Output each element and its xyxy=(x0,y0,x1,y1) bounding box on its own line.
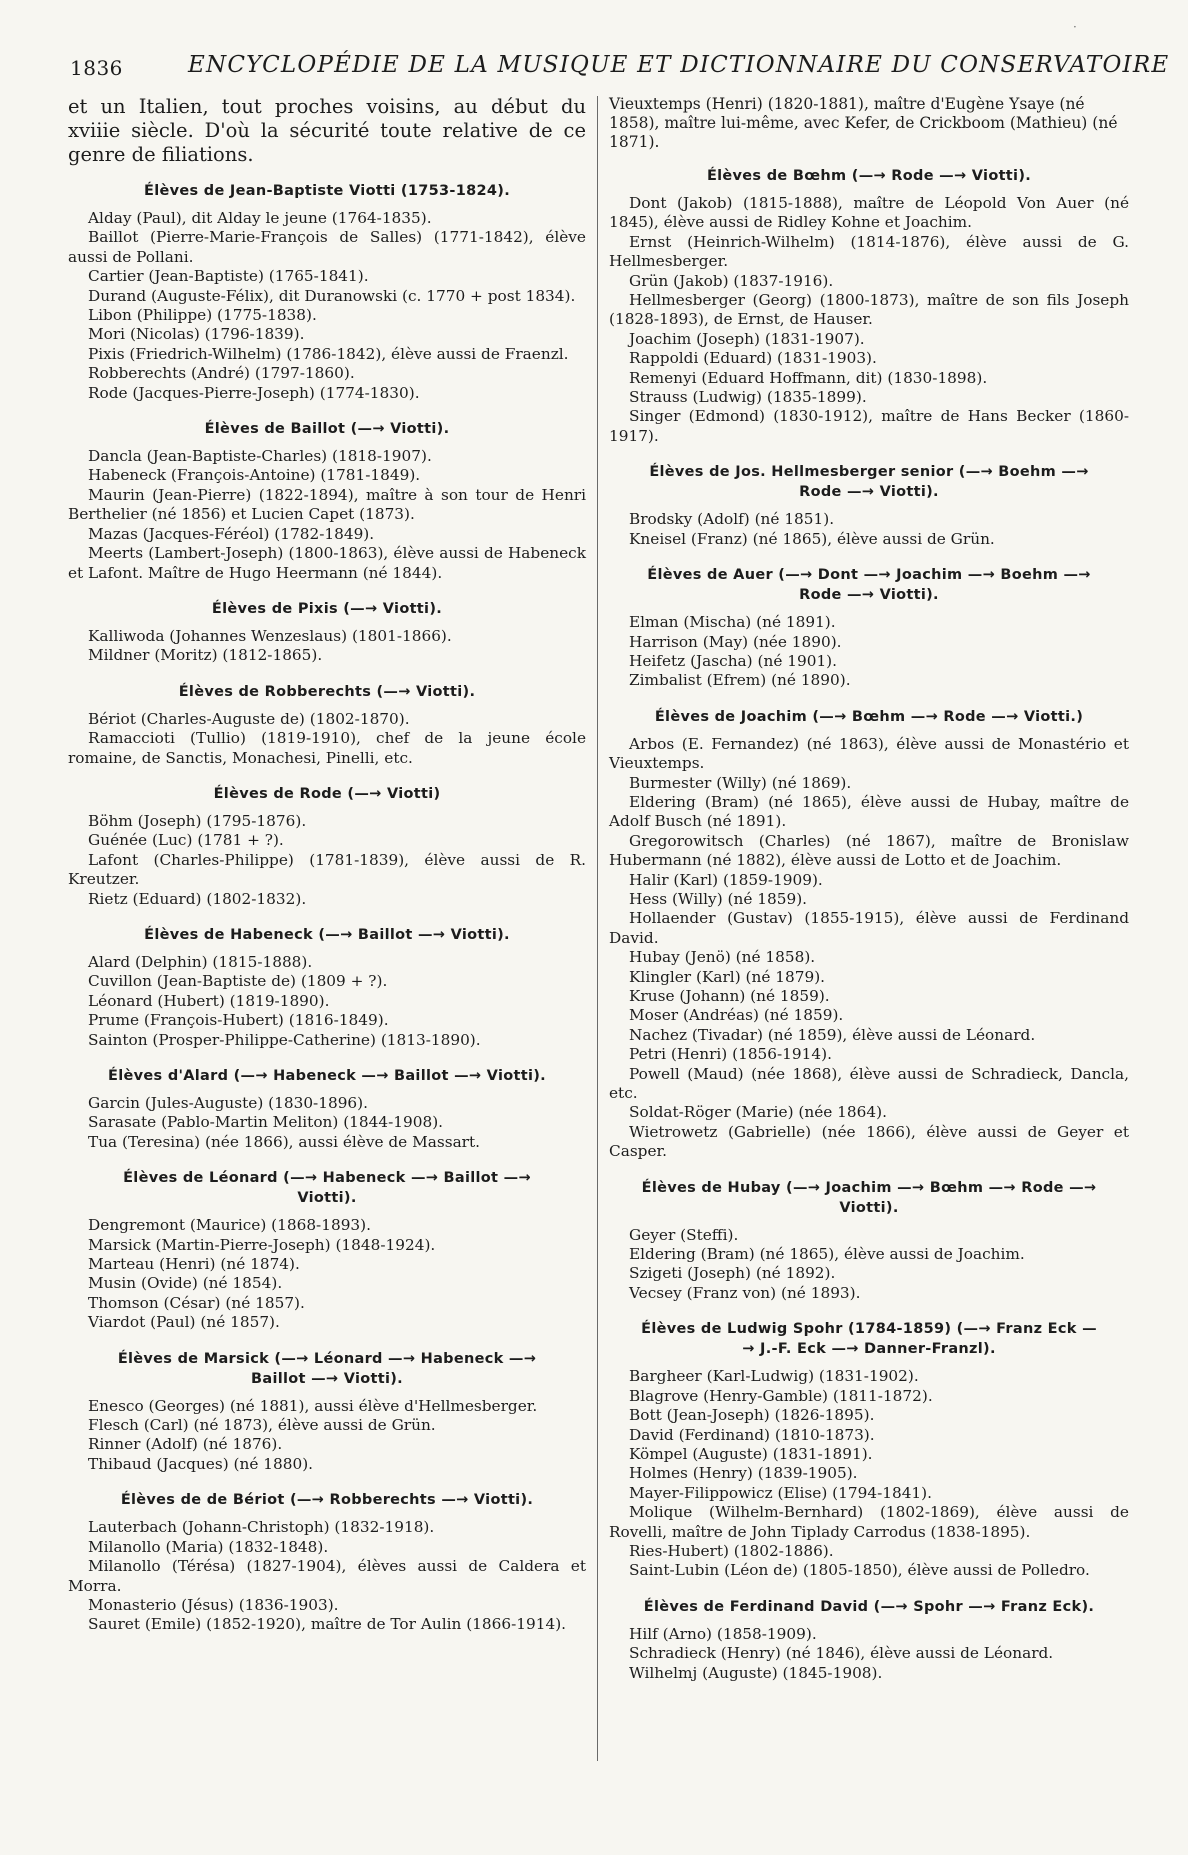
pupil-entry: Zimbalist (Efrem) (né 1890). xyxy=(629,671,851,690)
pupil-section xyxy=(68,682,586,768)
pupil-entry: Mori (Nicolas) (1796-1839). xyxy=(88,325,305,344)
pupil-entry: Ramaccioti (Tullio) (1819-1910), chef de la jeune école romaine, de Sanctis, Monachesi, Pinelli, etc. xyxy=(68,729,586,767)
section-heading: Élèves de Pixis (—→ Viotti). xyxy=(211,600,443,617)
pupil-entry: Hilf (Arno) (1858-1909). xyxy=(629,1624,817,1643)
pupil-entry: Tua (Teresina) (née 1866), aussi élève de Massart. xyxy=(88,1132,481,1151)
pupil-entry: Hollaender (Gustav) (1855-1915), élève aussi de Ferdinand David. xyxy=(609,909,1129,947)
pupil-entry: Eldering (Bram) (né 1865), élève aussi de Joachim. xyxy=(629,1245,1025,1264)
pupil-entry: Cuvillon (Jean-Baptiste de) (1809 + ?). xyxy=(88,972,388,991)
pupil-entry: Grün (Jakob) (1837-1916). xyxy=(629,271,834,290)
pupil-entry: Hubay (Jenö) (né 1858). xyxy=(629,948,816,967)
pupil-section xyxy=(68,925,586,1050)
section-heading: Élèves de Hubay (—→ Joachim —→ Bœhm —→ Rode —→ Viotti). xyxy=(641,1179,1097,1216)
pupil-section xyxy=(68,784,586,909)
pupil-section xyxy=(609,1178,1129,1304)
pupil-entry: Thibaud (Jacques) (né 1880). xyxy=(88,1454,314,1473)
pupil-entry: Garcin (Jules-Auguste) (1830-1896). xyxy=(88,1094,368,1112)
pupil-entry: Molique (Wilhelm-Bernhard) (1802-1869), élève aussi de Rovelli, maître de John Tiplady Carrodus (1838-1895). xyxy=(609,1503,1129,1541)
pupil-entry: Mayer-Filippowicz (Elise) (1794-1841). xyxy=(629,1483,932,1502)
pupil-entry: Ries-Hubert) (1802-1886). xyxy=(629,1541,834,1560)
pupil-entry: Dont (Jakob) (1815-1888), maître de Léopold Von Auer (né 1845), élève aussi de Ridley Kohne et Joachim. xyxy=(609,194,1129,232)
pupil-entry: Thomson (César) (né 1857). xyxy=(88,1293,305,1312)
section-heading: Élèves de Marsick (—→ Léonard —→ Habeneck —→ Baillot —→ Viotti). xyxy=(117,1350,537,1387)
pupil-entry: Remenyi (Eduard Hoffmann, dit) (1830-1898). xyxy=(629,368,988,387)
right-column xyxy=(609,95,1129,1699)
left-column xyxy=(68,95,586,1651)
column-divider xyxy=(597,96,598,1761)
pupil-entry: Klingler (Karl) (né 1879). xyxy=(629,967,826,986)
pupil-entry: Alard (Delphin) (1815-1888). xyxy=(88,952,313,971)
pupil-entry: Guénée (Luc) (1781 + ?). xyxy=(88,831,284,850)
pupil-section xyxy=(68,181,586,403)
pupil-section xyxy=(68,599,586,666)
pupil-entry: Mazas (Jacques-Féréol) (1782-1849). xyxy=(88,524,375,543)
section-heading: Élèves de Rode (—→ Viotti) xyxy=(213,785,441,802)
pupil-entry: Meerts (Lambert-Joseph) (1800-1863), élève aussi de Habeneck et Lafont. Maître de Hugo Heermann (né 1844). xyxy=(68,544,586,582)
pupil-entry: Schradieck (Henry) (né 1846), élève aussi de Léonard. xyxy=(629,1644,1054,1663)
section-heading: Élèves de Baillot (—→ Viotti). xyxy=(204,421,450,438)
pupil-entry: Robberechts (André) (1797-1860). xyxy=(88,364,355,383)
pupil-entry: Dengremont (Maurice) (1868-1893). xyxy=(88,1216,371,1235)
pupil-entry: Rode (Jacques-Pierre-Joseph) (1774-1830). xyxy=(88,383,420,402)
pupil-entry: Kalliwoda (Johannes Wenzeslaus) (1801-1866). xyxy=(88,626,452,645)
pupil-entry: Böhm (Joseph) (1795-1876). xyxy=(88,811,307,830)
pupil-entry: Powell (Maud) (née 1868), élève aussi de Schradieck, Dancla, etc. xyxy=(609,1064,1129,1103)
pupil-entry: Lafont (Charles-Philippe) (1781-1839), élève aussi de R. Kreutzer. xyxy=(68,850,586,889)
pupil-entry: Léonard (Hubert) (1819-1890). xyxy=(88,991,330,1010)
pupil-entry: Vecsey (Franz von) (né 1893). xyxy=(629,1283,861,1302)
pupil-entry: Baillot (Pierre-Marie-François de Salles) (1771-1842), élève aussi de Pollani. xyxy=(68,228,586,266)
pupil-entry: Musin (Ovide) (né 1854). xyxy=(88,1274,283,1293)
pupil-entry: Wilhelmj (Auguste) (1845-1908). xyxy=(629,1663,883,1682)
section-heading: Élèves de de Bériot (—→ Robberechts —→ Viotti). xyxy=(120,1492,534,1509)
pupil-entry: Halir (Karl) (1859-1909). xyxy=(629,870,823,889)
pupil-section xyxy=(609,462,1129,549)
pupil-entry: Sarasate (Pablo-Martin Meliton) (1844-1908). xyxy=(88,1113,444,1132)
section-heading: Élèves de Bœhm (—→ Rode —→ Viotti). xyxy=(706,168,1032,184)
pupil-entry: Arbos (E. Fernandez) (né 1863), élève aussi de Monastério et Vieuxtemps. xyxy=(609,734,1129,773)
section-heading: Élèves de Jean-Baptiste Viotti (1753-1824). xyxy=(143,183,511,199)
pupil-entry: Enesco (Georges) (né 1881), aussi élève d'Hellmesberger. xyxy=(88,1396,538,1415)
pupil-entry: Dancla (Jean-Baptiste-Charles) (1818-1907). xyxy=(88,447,432,466)
page-number: 1836 xyxy=(70,56,123,80)
page-speck: · xyxy=(1073,20,1077,34)
pupil-section xyxy=(68,1168,586,1332)
pupil-section xyxy=(609,1597,1129,1683)
intro-paragraph: et un Italien, tout proches voisins, au début du xviiie siècle. D'où la sécurité toute relative de ce genre de filiations. xyxy=(68,95,586,166)
section-heading: Élèves de Jos. Hellmesberger senior (—→ Boehm —→ Rode —→ Viotti). xyxy=(649,464,1089,501)
pupil-section xyxy=(609,166,1129,446)
pupil-entry: Sainton (Prosper-Philippe-Catherine) (1813-1890). xyxy=(88,1030,481,1049)
section-heading: Élèves de Robberechts (—→ Viotti). xyxy=(178,683,476,700)
pupil-section xyxy=(68,419,586,583)
pupil-entry: Marsick (Martin-Pierre-Joseph) (1848-1924). xyxy=(88,1235,436,1254)
pupil-entry: Blagrove (Henry-Gamble) (1811-1872). xyxy=(629,1386,933,1405)
pupil-entry: Milanollo (Térésa) (1827-1904), élèves aussi de Caldera et Morra. xyxy=(68,1557,586,1595)
pupil-entry: Milanollo (Maria) (1832-1848). xyxy=(88,1537,329,1556)
pupil-entry: Joachim (Joseph) (1831-1907). xyxy=(629,329,865,348)
pupil-entry: Wietrowetz (Gabrielle) (née 1866), élève aussi de Geyer et Casper. xyxy=(609,1122,1129,1161)
pupil-entry: Burmester (Willy) (né 1869). xyxy=(629,773,852,792)
pupil-entry: Flesch (Carl) (né 1873), élève aussi de Grün. xyxy=(88,1416,436,1435)
pupil-entry: Viardot (Paul) (né 1857). xyxy=(88,1313,280,1332)
pupil-entry: Geyer (Steffi). xyxy=(629,1225,739,1244)
left-sections xyxy=(68,181,586,1635)
pupil-entry: Heifetz (Jascha) (né 1901). xyxy=(629,651,838,670)
pupil-entry: Petri (Henri) (1856-1914). xyxy=(629,1045,832,1064)
pupil-entry: Strauss (Ludwig) (1835-1899). xyxy=(629,388,867,407)
pupil-section xyxy=(68,1490,586,1634)
pupil-entry: Kruse (Johann) (né 1859). xyxy=(629,987,830,1005)
pupil-entry: Bargheer (Karl-Ludwig) (1831-1902). xyxy=(629,1367,919,1386)
pupil-entry: Kneisel (Franz) (né 1865), élève aussi de Grün. xyxy=(629,529,995,548)
pupil-entry: Singer (Edmond) (1830-1912), maître de Hans Becker (1860-1917). xyxy=(609,407,1129,445)
pupil-entry: David (Ferdinand) (1810-1873). xyxy=(629,1425,875,1444)
pupil-entry: Maurin (Jean-Pierre) (1822-1894), maître à son tour de Henri Berthelier (né 1856) et Lucien Capet (1873). xyxy=(68,485,586,524)
pupil-entry: Durand (Auguste-Félix), dit Duranowski (c. 1770 + post 1834). xyxy=(88,286,576,305)
pupil-section xyxy=(609,1319,1129,1580)
pupil-entry: Eldering (Bram) (né 1865), élève aussi de Hubay, maître de Adolf Busch (né 1891). xyxy=(609,792,1129,831)
pupil-entry: Prume (François-Hubert) (1816-1849). xyxy=(88,1011,389,1030)
pupil-entry: Brodsky (Adolf) (né 1851). xyxy=(629,510,835,529)
pupil-entry: Elman (Mischa) (né 1891). xyxy=(629,613,836,632)
pupil-entry: Bott (Jean-Joseph) (1826-1895). xyxy=(629,1406,875,1425)
pupil-entry: Bériot (Charles-Auguste de) (1802-1870). xyxy=(88,709,410,728)
pupil-entry: Pixis (Friedrich-Wilhelm) (1786-1842), élève aussi de Fraenzl. xyxy=(88,344,569,363)
pupil-entry: Saint-Lubin (Léon de) (1805-1850), élève aussi de Polledro. xyxy=(629,1561,1090,1580)
pupil-entry: Soldat-Röger (Marie) (née 1864). xyxy=(629,1103,887,1122)
pupil-entry: Moser (Andréas) (né 1859). xyxy=(629,1006,844,1025)
section-heading: Élèves de Auer (—→ Dont —→ Joachim —→ Boehm —→ Rode —→ Viotti). xyxy=(647,567,1091,604)
pupil-entry: Holmes (Henry) (1839-1905). xyxy=(629,1464,858,1483)
section-heading: Élèves d'Alard (—→ Habeneck —→ Baillot —→ Viotti). xyxy=(108,1068,546,1084)
section-heading: Élèves de Ferdinand David (—→ Spohr —→ Franz Eck). xyxy=(643,1598,1095,1615)
page-header xyxy=(70,52,1170,82)
pupil-section xyxy=(68,1349,586,1475)
pupil-entry: Cartier (Jean-Baptiste) (1765-1841). xyxy=(88,267,369,286)
pupil-entry: Szigeti (Joseph) (né 1892). xyxy=(629,1264,836,1283)
pupil-entry: Rappoldi (Eduard) (1831-1903). xyxy=(629,349,877,368)
pupil-entry: Marteau (Henri) (né 1874). xyxy=(88,1255,300,1274)
right-sections xyxy=(609,166,1129,1683)
pupil-entry: Nachez (Tivadar) (né 1859), élève aussi de Léonard. xyxy=(629,1025,1036,1044)
pupil-entry: Libon (Philippe) (1775-1838). xyxy=(88,306,317,325)
continued-entry: Vieuxtemps (Henri) (1820-1881), maître d'Eugène Ysaye (né 1858), maître lui-même, avec Kefer, de Crickboom (Mathieu) (né 1871). xyxy=(609,95,1118,151)
pupil-entry: Rietz (Eduard) (1802-1832). xyxy=(88,889,307,908)
pupil-entry: Hellmesberger (Georg) (1800-1873), maître de son fils Joseph (1828-1893), de Ernst, de Hauser. xyxy=(609,291,1129,329)
pupil-entry: Harrison (May) (née 1890). xyxy=(629,632,842,651)
pupil-section xyxy=(609,565,1129,691)
pupil-entry: Rinner (Adolf) (né 1876). xyxy=(88,1435,283,1454)
section-heading: Élèves de Léonard (—→ Habeneck —→ Baillot —→ Viotti). xyxy=(123,1170,531,1207)
pupil-entry: Sauret (Emile) (1852-1920), maître de Tor Aulin (1866-1914). xyxy=(88,1615,567,1634)
pupil-entry: Gregorowitsch (Charles) (né 1867), maître de Bronislaw Hubermann (né 1882), élève aussi de Lotto et de Joachim. xyxy=(609,831,1129,870)
pupil-entry: Alday (Paul), dit Alday le jeune (1764-1835). xyxy=(88,209,432,227)
pupil-entry: Mildner (Moritz) (1812-1865). xyxy=(88,646,323,665)
pupil-section xyxy=(609,707,1129,1162)
pupil-entry: Habeneck (François-Antoine) (1781-1849). xyxy=(88,466,421,485)
pupil-section xyxy=(68,1066,586,1152)
running-title: ENCYCLOPÉDIE DE LA MUSIQUE ET DICTIONNAIRE DU CONSERVATOIRE xyxy=(188,52,1170,78)
pupil-entry: Monasterio (Jésus) (1836-1903). xyxy=(88,1595,339,1614)
pupil-entry: Lauterbach (Johann-Christoph) (1832-1918). xyxy=(88,1518,435,1537)
section-heading: Élèves de Habeneck (—→ Baillot —→ Viotti). xyxy=(144,926,510,943)
section-heading: Élèves de Ludwig Spohr (1784-1859) (—→ Franz Eck —→ J.-F. Eck —→ Danner-Franzl). xyxy=(641,1321,1097,1358)
pupil-entry: Kömpel (Auguste) (1831-1891). xyxy=(629,1444,873,1463)
pupil-entry: Ernst (Heinrich-Wilhelm) (1814-1876), élève aussi de G. Hellmesberger. xyxy=(609,232,1129,271)
section-heading: Élèves de Joachim (—→ Bœhm —→ Rode —→ Viotti.) xyxy=(654,708,1084,725)
pupil-entry: Hess (Willy) (né 1859). xyxy=(629,889,808,908)
